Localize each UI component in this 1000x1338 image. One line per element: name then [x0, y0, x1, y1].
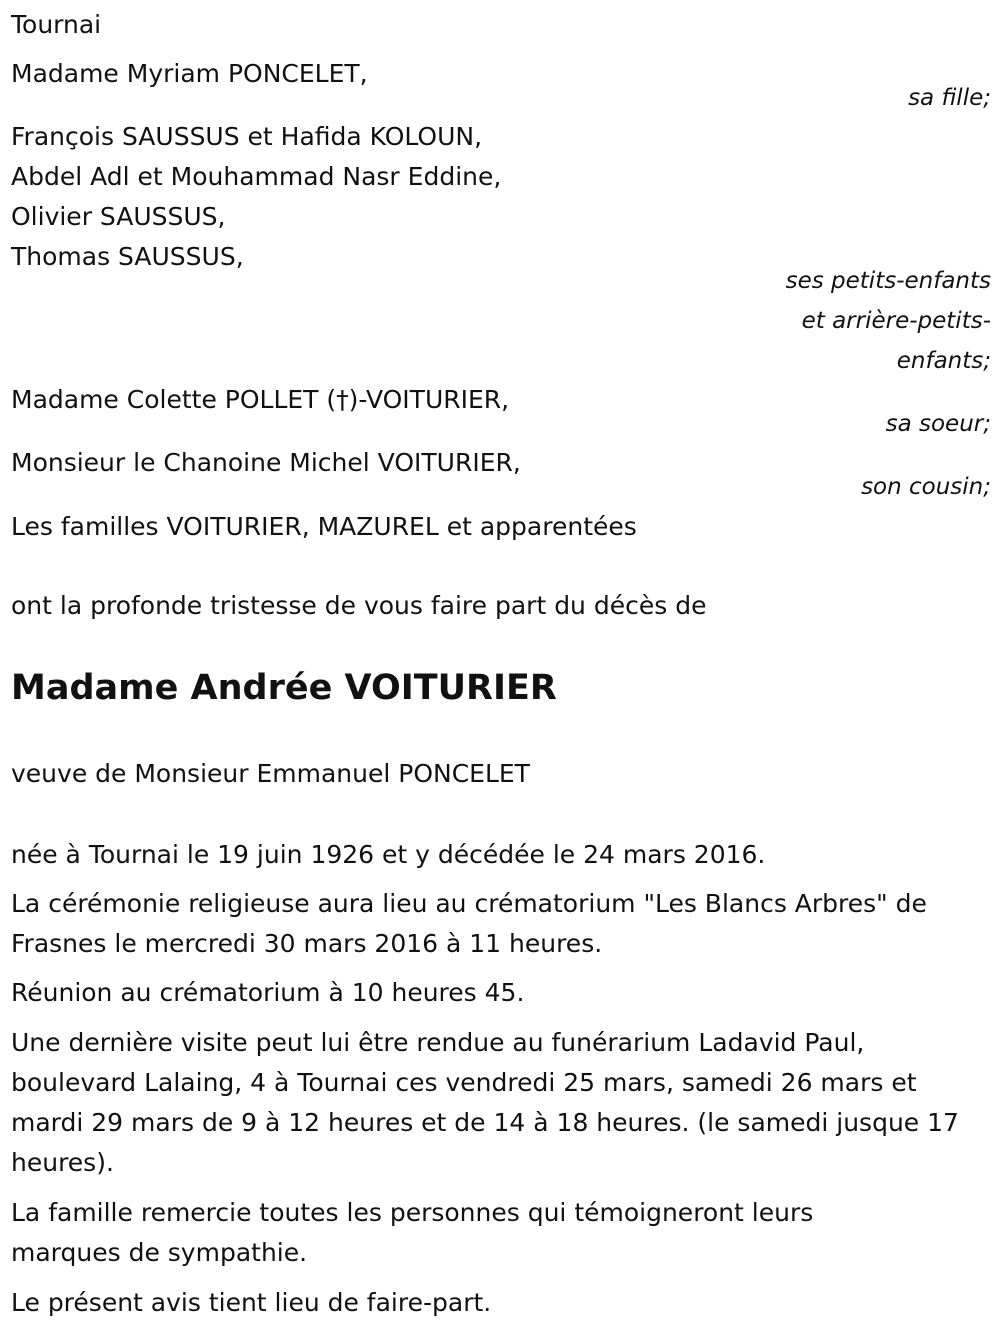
thanks-line: La famille remercie toutes les personnes qui témoigneront leurs [11, 1198, 814, 1227]
grandchildren-list [11, 117, 501, 277]
cousin-name: Monsieur le Chanoine Michel VOITURIER, [11, 448, 521, 477]
widow-of: veuve de Monsieur Emmanuel PONCELET [11, 759, 530, 788]
ceremony-line: La cérémonie religieuse aura lieu au crématorium "Les Blancs Arbres" de [11, 889, 927, 918]
daughter-name: Madame Myriam PONCELET, [11, 59, 368, 88]
grandchild-line: François SAUSSUS et Hafida KOLOUN, [11, 122, 483, 151]
visit-line: heures). [11, 1148, 114, 1177]
sister-role: sa soeur; [885, 411, 991, 437]
thanks-line: marques de sympathie. [11, 1238, 308, 1267]
visit-line: mardi 29 mars de 9 à 12 heures et de 14 à 18 heures. (le samedi jusque 17 [11, 1108, 959, 1137]
deceased-name: Madame Andrée VOITURIER [11, 668, 557, 708]
visit-line: Une dernière visite peut lui être rendue au funérarium Ladavid Paul, [11, 1028, 865, 1057]
meeting-info: Réunion au crématorium à 10 heures 45. [11, 978, 525, 1007]
grandchild-line: Olivier SAUSSUS, [11, 202, 226, 231]
thanks-paragraph [11, 1193, 813, 1273]
grandchildren-role-line: enfants; [896, 348, 991, 374]
grandchildren-role-line: ses petits-enfants [785, 268, 991, 294]
grandchild-line: Abdel Adl et Mouhammad Nasr Eddine, [11, 162, 502, 191]
closing-note: Le présent avis tient lieu de faire-part. [11, 1288, 492, 1317]
grandchildren-role [786, 261, 991, 381]
ceremony-line: Frasnes le mercredi 30 mars 2016 à 11 heures. [11, 929, 603, 958]
sister-name: Madame Colette POLLET (†)-VOITURIER, [11, 385, 510, 414]
ceremony-paragraph [11, 884, 927, 964]
visit-paragraph [11, 1023, 959, 1183]
grandchild-line: Thomas SAUSSUS, [11, 242, 244, 271]
daughter-role: sa fille; [908, 85, 991, 111]
announcement: ont la profonde tristesse de vous faire part du décès de [11, 591, 707, 620]
visit-line: boulevard Lalaing, 4 à Tournai ces vendredi 25 mars, samedi 26 mars et [11, 1068, 917, 1097]
cousin-role: son cousin; [861, 474, 991, 500]
location: Tournai [11, 10, 102, 39]
grandchildren-role-line: et arrière-petits- [801, 308, 991, 334]
birth-death: née à Tournai le 19 juin 1926 et y décédée le 24 mars 2016. [11, 840, 766, 869]
families-line: Les familles VOITURIER, MAZUREL et apparentées [11, 512, 637, 541]
